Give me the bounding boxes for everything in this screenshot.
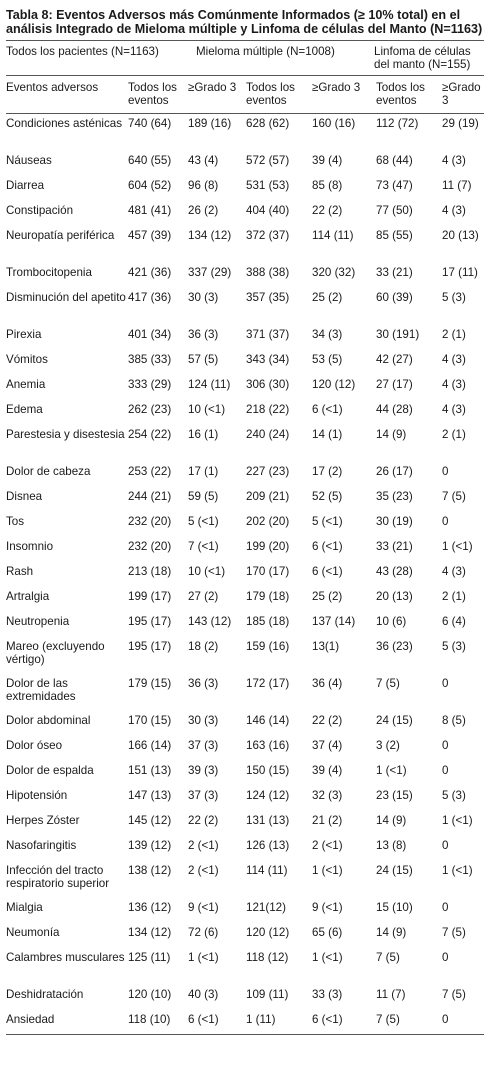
cell-all-grade3: 134 (12) xyxy=(188,228,232,242)
cell-mm-grade3: 32 (3) xyxy=(312,788,343,802)
cell-mcl-all-events: 23 (15) xyxy=(376,788,413,802)
cell-mcl-all-events: 3 (2) xyxy=(376,738,400,752)
cell-all-grade3: 189 (16) xyxy=(188,117,232,130)
cell-event-name: Dolor de cabeza xyxy=(6,464,91,478)
cell-all-grade3: 7 (<1) xyxy=(188,539,219,553)
cell-mm-all-events: 150 (15) xyxy=(246,763,290,777)
cell-mcl-grade3: 4 (3) xyxy=(442,352,466,366)
cell-mcl-all-events: 73 (47) xyxy=(376,178,413,192)
cell-all-events: 740 (64) xyxy=(128,117,172,130)
cell-mcl-grade3: 0 xyxy=(442,838,449,852)
cell-all-grade3: 143 (12) xyxy=(188,614,232,628)
table-row xyxy=(6,487,484,512)
cell-mm-all-events: 227 (23) xyxy=(246,464,290,478)
table-row xyxy=(6,201,484,226)
cell-mcl-grade3: 6 (4) xyxy=(442,614,466,628)
cell-mm-grade3: 137 (14) xyxy=(312,614,356,628)
cell-mcl-all-events: 36 (23) xyxy=(376,639,413,653)
table-row xyxy=(6,811,484,836)
table-row xyxy=(6,1010,484,1035)
cell-mm-grade3: 25 (2) xyxy=(312,589,343,603)
table-row xyxy=(6,761,484,786)
column-header-all-events: Todos los eventos xyxy=(128,76,188,114)
cell-mm-grade3: 39 (4) xyxy=(312,763,343,777)
cell-all-events: 604 (52) xyxy=(128,178,172,192)
cell-mm-all-events: 172 (17) xyxy=(246,676,290,690)
cell-mcl-all-events: 14 (9) xyxy=(376,813,407,827)
cell-mcl-all-events: 30 (19) xyxy=(376,514,413,528)
cell-all-events: 120 (10) xyxy=(128,987,172,1001)
cell-mm-all-events: 120 (12) xyxy=(246,925,290,939)
cell-mcl-all-events: 26 (17) xyxy=(376,464,413,478)
table-row xyxy=(6,587,484,612)
cell-mcl-all-events: 68 (44) xyxy=(376,153,413,167)
cell-event-name: Dolor de las extremidades xyxy=(6,676,76,703)
cell-all-events: 385 (33) xyxy=(128,352,172,366)
cell-all-events: 232 (20) xyxy=(128,514,172,528)
table-row xyxy=(6,350,484,375)
cell-all-events: 421 (36) xyxy=(128,265,172,279)
cell-all-grade3: 124 (11) xyxy=(188,377,231,391)
cell-mm-all-events: 124 (12) xyxy=(246,788,290,802)
cell-mm-grade3: 85 (8) xyxy=(312,178,343,192)
column-header-grade3: ≥Grado 3 xyxy=(188,76,246,114)
cell-event-name: Dolor de espalda xyxy=(6,763,94,777)
cell-mcl-all-events: 112 (72) xyxy=(376,117,419,130)
cell-mm-grade3: 22 (2) xyxy=(312,713,343,727)
column-header-row xyxy=(6,76,484,114)
cell-all-grade3: 16 (1) xyxy=(188,427,219,441)
table-container xyxy=(6,8,484,1035)
cell-mm-grade3: 65 (6) xyxy=(312,925,343,939)
table-row xyxy=(6,612,484,637)
cell-all-events: 179 (15) xyxy=(128,676,172,690)
cell-mcl-all-events: 33 (21) xyxy=(376,265,413,279)
cell-mm-all-events: 628 (62) xyxy=(246,117,290,130)
cell-mcl-grade3: 2 (1) xyxy=(442,427,466,441)
cell-all-events: 138 (12) xyxy=(128,863,172,877)
cell-event-name: Dolor óseo xyxy=(6,738,63,752)
cell-mm-grade3: 9 (<1) xyxy=(312,900,343,914)
cell-mm-grade3: 53 (5) xyxy=(312,352,343,366)
cell-all-grade3: 17 (1) xyxy=(188,464,219,478)
cell-all-grade3: 57 (5) xyxy=(188,352,219,366)
table-row xyxy=(6,786,484,811)
table-row xyxy=(6,288,484,325)
cell-event-name: Trombocitopenia xyxy=(6,265,92,279)
cell-all-grade3: 27 (2) xyxy=(188,589,219,603)
table-row xyxy=(6,176,484,201)
table-row xyxy=(6,923,484,948)
cell-mcl-all-events: 35 (23) xyxy=(376,489,413,503)
cell-mcl-all-events: 60 (39) xyxy=(376,290,413,304)
cell-all-events: 333 (29) xyxy=(128,377,172,391)
cell-event-name: Condiciones asténicas xyxy=(6,117,123,130)
cell-mm-grade3: 37 (4) xyxy=(312,738,343,752)
cell-mm-all-events: 218 (22) xyxy=(246,402,290,416)
cell-event-name: Herpes Zóster xyxy=(6,813,80,827)
cell-event-name: Artralgia xyxy=(6,589,50,603)
cell-mcl-all-events: 1 (<1) xyxy=(376,763,407,777)
cell-mcl-grade3: 2 (1) xyxy=(442,327,466,341)
cell-event-name: Mialgia xyxy=(6,900,43,914)
cell-mm-all-events: 170 (17) xyxy=(246,564,290,578)
cell-mcl-grade3: 8 (5) xyxy=(442,713,466,727)
cell-all-grade3: 39 (3) xyxy=(188,763,219,777)
cell-event-name: Neuropatía periférica xyxy=(6,228,115,242)
table-row xyxy=(6,637,484,674)
cell-all-grade3: 2 (<1) xyxy=(188,863,219,877)
cell-all-events: 145 (12) xyxy=(128,813,172,827)
cell-mm-grade3: 160 (16) xyxy=(312,117,356,130)
cell-mm-all-events: 199 (20) xyxy=(246,539,290,553)
cell-mcl-grade3: 0 xyxy=(442,514,449,528)
cell-all-events: 481 (41) xyxy=(128,203,172,217)
cell-all-grade3: 2 (<1) xyxy=(188,838,219,852)
cell-event-name: Anemia xyxy=(6,377,46,391)
cell-mm-grade3: 6 (<1) xyxy=(312,402,343,416)
table-row xyxy=(6,263,484,288)
cell-mcl-all-events: 42 (27) xyxy=(376,352,413,366)
cell-mm-grade3: 33 (3) xyxy=(312,987,343,1001)
cell-mcl-grade3: 5 (3) xyxy=(442,788,466,802)
cell-mcl-all-events: 77 (50) xyxy=(376,203,413,217)
cell-event-name: Pirexia xyxy=(6,327,42,341)
cell-event-name: Parestesia y disestesia xyxy=(6,427,125,441)
table-row xyxy=(6,711,484,736)
cell-mcl-all-events: 24 (15) xyxy=(376,713,413,727)
cell-all-events: 244 (21) xyxy=(128,489,172,503)
cell-mcl-grade3: 7 (5) xyxy=(442,925,466,939)
cell-mcl-grade3: 29 (19) xyxy=(442,117,479,130)
table-row xyxy=(6,674,484,711)
cell-all-events: 199 (17) xyxy=(128,589,172,603)
cell-event-name: Calambres musculares xyxy=(6,950,125,964)
table-row xyxy=(6,861,484,898)
cell-mm-all-events: 572 (57) xyxy=(246,153,290,167)
cell-mcl-grade3: 0 xyxy=(442,1010,484,1035)
column-header-event: Eventos adversos xyxy=(6,76,128,114)
cell-mm-all-events: 388 (38) xyxy=(246,265,290,279)
cell-event-name: Tos xyxy=(6,514,25,528)
cell-event-name: Mareo (excluyendo vértigo) xyxy=(6,639,105,666)
cell-mm-grade3: 6 (<1) xyxy=(312,1010,376,1035)
cell-mm-all-events: 404 (40) xyxy=(246,203,290,217)
cell-mcl-all-events: 7 (5) xyxy=(376,950,400,964)
cell-mcl-all-events: 13 (8) xyxy=(376,838,407,852)
cell-all-grade3: 22 (2) xyxy=(188,813,219,827)
adverse-events-table xyxy=(6,76,484,1035)
cell-mcl-all-events: 7 (5) xyxy=(376,1010,442,1035)
cell-mcl-grade3: 1 (<1) xyxy=(442,539,473,553)
cell-all-grade3: 6 (<1) xyxy=(188,1010,246,1035)
cell-mcl-grade3: 4 (3) xyxy=(442,153,466,167)
cell-all-events: 125 (11) xyxy=(128,950,171,964)
cell-event-name: Neumonía xyxy=(6,925,60,939)
table-row xyxy=(6,562,484,587)
cell-mm-grade3: 25 (2) xyxy=(312,290,343,304)
cell-event-name: Edema xyxy=(6,402,43,416)
cell-mm-all-events: 209 (21) xyxy=(246,489,290,503)
cell-mm-all-events: 372 (37) xyxy=(246,228,290,242)
group-header xyxy=(6,41,484,75)
column-header-mcl-grade3: ≥Grado 3 xyxy=(442,76,484,114)
cell-mm-grade3: 39 (4) xyxy=(312,153,343,167)
cell-all-grade3: 5 (<1) xyxy=(188,514,219,528)
cell-mm-all-events: 371 (37) xyxy=(246,327,290,341)
cell-mcl-grade3: 5 (3) xyxy=(442,290,466,304)
cell-mm-all-events: 159 (16) xyxy=(246,639,290,653)
cell-all-events: 134 (12) xyxy=(128,925,172,939)
cell-mm-grade3: 6 (<1) xyxy=(312,564,343,578)
column-header-mcl-all-events: Todos los eventos xyxy=(376,76,442,114)
cell-all-events: 232 (20) xyxy=(128,539,172,553)
cell-mm-all-events: 109 (11) xyxy=(246,987,289,1001)
cell-mm-all-events: 126 (13) xyxy=(246,838,290,852)
cell-event-name: Rash xyxy=(6,564,34,578)
cell-all-events: 195 (17) xyxy=(128,614,172,628)
table-row xyxy=(6,400,484,425)
cell-all-grade3: 18 (2) xyxy=(188,639,219,653)
cell-mm-grade3: 2 (<1) xyxy=(312,838,343,852)
cell-all-events: 195 (17) xyxy=(128,639,172,653)
cell-all-events: 118 (10) xyxy=(128,1010,188,1035)
cell-mcl-all-events: 10 (6) xyxy=(376,614,407,628)
cell-all-events: 262 (23) xyxy=(128,402,172,416)
cell-mcl-grade3: 4 (3) xyxy=(442,564,466,578)
cell-mcl-grade3: 7 (5) xyxy=(442,987,466,1001)
cell-mm-all-events: 306 (30) xyxy=(246,377,290,391)
cell-mm-grade3: 22 (2) xyxy=(312,203,343,217)
cell-mm-all-events: 531 (53) xyxy=(246,178,290,192)
cell-mcl-grade3: 0 xyxy=(442,950,449,964)
cell-all-events: 139 (12) xyxy=(128,838,172,852)
cell-event-name: Vómitos xyxy=(6,352,48,366)
cell-event-name: Ansiedad xyxy=(6,1010,128,1035)
cell-mcl-grade3: 0 xyxy=(442,900,449,914)
cell-all-grade3: 96 (8) xyxy=(188,178,219,192)
cell-mcl-all-events: 20 (13) xyxy=(376,589,413,603)
cell-mm-grade3: 6 (<1) xyxy=(312,539,343,553)
cell-mm-grade3: 5 (<1) xyxy=(312,514,343,528)
cell-all-grade3: 59 (5) xyxy=(188,489,219,503)
cell-mcl-all-events: 33 (21) xyxy=(376,539,413,553)
table-row xyxy=(6,836,484,861)
cell-mcl-all-events: 27 (17) xyxy=(376,377,413,391)
table-body xyxy=(6,114,484,1035)
cell-all-grade3: 26 (2) xyxy=(188,203,219,217)
cell-mcl-grade3: 7 (5) xyxy=(442,489,466,503)
group-multiple-myeloma: Mieloma múltiple (N=1008) xyxy=(196,45,335,58)
cell-mm-all-events: 131 (13) xyxy=(246,813,290,827)
cell-mm-all-events: 163 (16) xyxy=(246,738,290,752)
cell-mm-grade3: 320 (32) xyxy=(312,265,356,279)
group-mantle-cell-lymphoma: Linfoma de células del manto (N=155) xyxy=(374,45,471,71)
cell-mm-all-events: 1 (11) xyxy=(246,1010,312,1035)
cell-all-events: 213 (18) xyxy=(128,564,172,578)
cell-all-grade3: 10 (<1) xyxy=(188,402,226,416)
cell-event-name: Dolor abdominal xyxy=(6,713,91,727)
cell-mm-grade3: 1 (<1) xyxy=(312,950,343,964)
cell-mcl-grade3: 0 xyxy=(442,738,449,752)
cell-all-grade3: 43 (4) xyxy=(188,153,219,167)
cell-all-grade3: 37 (3) xyxy=(188,788,219,802)
cell-all-events: 136 (12) xyxy=(128,900,172,914)
cell-mcl-all-events: 43 (28) xyxy=(376,564,413,578)
cell-all-grade3: 37 (3) xyxy=(188,738,219,752)
cell-mcl-grade3: 0 xyxy=(442,676,449,690)
cell-mcl-grade3: 2 (1) xyxy=(442,589,466,603)
cell-mm-grade3: 17 (2) xyxy=(312,464,343,478)
cell-event-name: Infección del tracto respiratorio superior xyxy=(6,863,110,890)
cell-mcl-grade3: 4 (3) xyxy=(442,203,466,217)
cell-all-events: 151 (13) xyxy=(128,763,172,777)
cell-mm-all-events: 185 (18) xyxy=(246,614,290,628)
cell-mm-grade3: 14 (1) xyxy=(312,427,343,441)
cell-all-grade3: 1 (<1) xyxy=(188,950,219,964)
table-row xyxy=(6,226,484,263)
cell-all-events: 170 (15) xyxy=(128,713,172,727)
cell-mm-all-events: 121(12) xyxy=(246,900,286,914)
cell-all-grade3: 10 (<1) xyxy=(188,564,226,578)
cell-all-events: 166 (14) xyxy=(128,738,172,752)
cell-mm-grade3: 114 (11) xyxy=(312,228,354,242)
cell-mm-grade3: 1 (<1) xyxy=(312,863,343,877)
cell-all-events: 254 (22) xyxy=(128,427,172,441)
cell-mm-grade3: 21 (2) xyxy=(312,813,343,827)
cell-mcl-grade3: 11 (7) xyxy=(442,178,472,192)
cell-mcl-grade3: 0 xyxy=(442,763,449,777)
cell-mcl-grade3: 5 (3) xyxy=(442,639,466,653)
cell-all-grade3: 9 (<1) xyxy=(188,900,219,914)
cell-mcl-grade3: 0 xyxy=(442,464,449,478)
cell-all-events: 401 (34) xyxy=(128,327,172,341)
table-row xyxy=(6,151,484,176)
cell-mm-grade3: 36 (4) xyxy=(312,676,343,690)
cell-mm-all-events: 357 (35) xyxy=(246,290,290,304)
cell-event-name: Diarrea xyxy=(6,178,45,192)
cell-all-events: 457 (39) xyxy=(128,228,172,242)
column-header-mm-grade3: ≥Grado 3 xyxy=(312,76,376,114)
cell-mcl-grade3: 1 (<1) xyxy=(442,863,473,877)
table-row xyxy=(6,512,484,537)
group-all-patients: Todos los pacientes (N=1163) xyxy=(6,45,159,58)
cell-mcl-all-events: 11 (7) xyxy=(376,987,406,1001)
cell-mcl-all-events: 44 (28) xyxy=(376,402,413,416)
table-row xyxy=(6,537,484,562)
cell-mm-grade3: 120 (12) xyxy=(312,377,356,391)
table-row xyxy=(6,462,484,487)
cell-all-events: 253 (22) xyxy=(128,464,172,478)
cell-mcl-all-events: 15 (10) xyxy=(376,900,413,914)
cell-mcl-grade3: 1 (<1) xyxy=(442,813,473,827)
cell-event-name: Deshidratación xyxy=(6,987,84,1001)
cell-mcl-grade3: 20 (13) xyxy=(442,228,479,242)
cell-mcl-grade3: 4 (3) xyxy=(442,402,466,416)
table-row xyxy=(6,425,484,462)
cell-mcl-all-events: 7 (5) xyxy=(376,676,400,690)
cell-mcl-all-events: 30 (191) xyxy=(376,327,420,341)
cell-mm-all-events: 118 (12) xyxy=(246,950,289,964)
cell-all-grade3: 40 (3) xyxy=(188,987,219,1001)
cell-mm-all-events: 343 (34) xyxy=(246,352,290,366)
table-row xyxy=(6,114,484,151)
cell-mcl-all-events: 24 (15) xyxy=(376,863,413,877)
cell-all-grade3: 30 (3) xyxy=(188,290,219,304)
cell-event-name: Nasofaringitis xyxy=(6,838,77,852)
cell-mm-grade3: 13(1) xyxy=(312,639,340,653)
table-row xyxy=(6,375,484,400)
cell-event-name: Insomnio xyxy=(6,539,54,553)
cell-all-events: 147 (13) xyxy=(128,788,172,802)
cell-mcl-all-events: 85 (55) xyxy=(376,228,413,242)
column-header-mm-all-events: Todos los eventos xyxy=(246,76,312,114)
cell-event-name: Hipotensión xyxy=(6,788,68,802)
cell-mcl-all-events: 14 (9) xyxy=(376,925,407,939)
cell-all-events: 417 (36) xyxy=(128,290,172,304)
cell-all-grade3: 30 (3) xyxy=(188,713,219,727)
cell-all-grade3: 36 (3) xyxy=(188,327,219,341)
table-row xyxy=(6,325,484,350)
cell-event-name: Disnea xyxy=(6,489,43,503)
cell-all-grade3: 72 (6) xyxy=(188,925,219,939)
table-title: Tabla 8: Eventos Adversos más Comúnmente Informados (≥ 10% total) en el análisis Integrado de Mieloma múltiple y Linfoma de células del Manto (N=1163) xyxy=(6,8,483,36)
cell-event-name: Náuseas xyxy=(6,153,52,167)
cell-mcl-grade3: 17 (11) xyxy=(442,265,478,279)
cell-mm-all-events: 202 (20) xyxy=(246,514,290,528)
table-row xyxy=(6,948,484,985)
cell-all-grade3: 337 (29) xyxy=(188,265,232,279)
cell-event-name: Disminución del apetito xyxy=(6,290,126,304)
table-row xyxy=(6,736,484,761)
cell-mm-all-events: 240 (24) xyxy=(246,427,290,441)
cell-mm-all-events: 179 (18) xyxy=(246,589,290,603)
cell-all-grade3: 36 (3) xyxy=(188,676,219,690)
cell-all-events: 640 (55) xyxy=(128,153,172,167)
cell-mm-all-events: 146 (14) xyxy=(246,713,290,727)
table-row xyxy=(6,898,484,923)
table-row xyxy=(6,985,484,1010)
cell-mcl-all-events: 14 (9) xyxy=(376,427,407,441)
cell-event-name: Neutropenia xyxy=(6,614,70,628)
cell-mm-grade3: 52 (5) xyxy=(312,489,343,503)
cell-mm-all-events: 114 (11) xyxy=(246,863,288,877)
cell-mcl-grade3: 4 (3) xyxy=(442,377,466,391)
cell-event-name: Constipación xyxy=(6,203,74,217)
cell-mm-grade3: 34 (3) xyxy=(312,327,343,341)
